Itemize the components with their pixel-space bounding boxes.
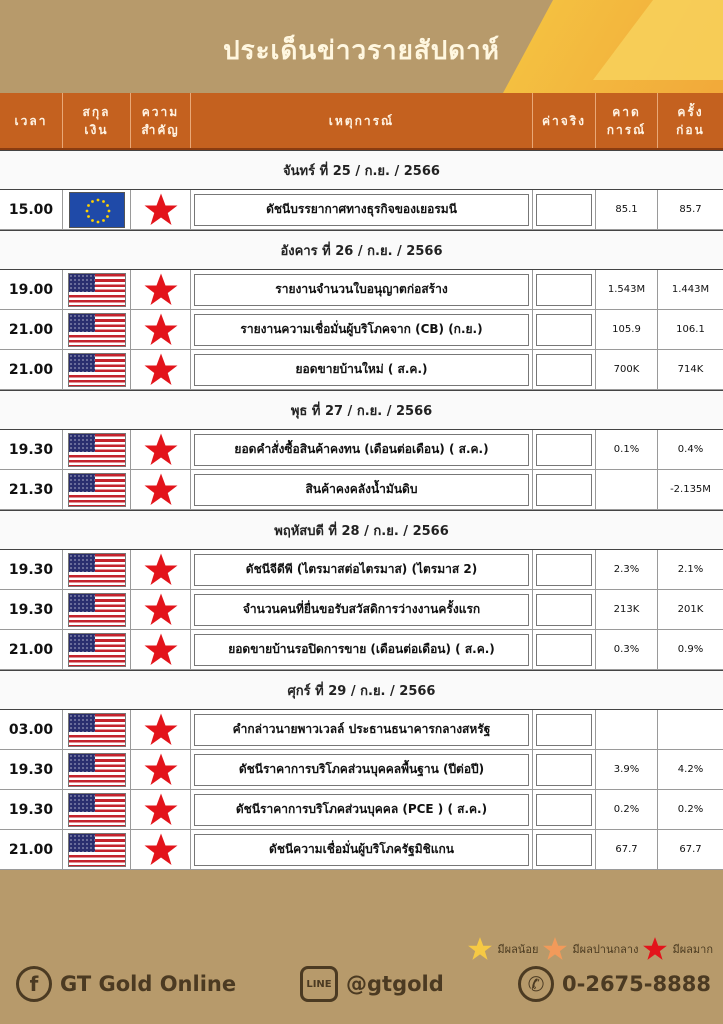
event-time: 21.00 <box>0 350 63 389</box>
actual-value-box <box>536 474 592 506</box>
us-flag-icon <box>68 273 126 307</box>
currency-flag <box>63 590 131 629</box>
table-header <box>0 93 723 150</box>
currency-flag <box>63 790 131 829</box>
event-cell <box>191 310 533 349</box>
actual-value <box>533 310 596 349</box>
us-flag-icon <box>68 473 126 507</box>
forecast-value: 0.1% <box>596 430 658 469</box>
currency-flag <box>63 350 131 389</box>
importance-star <box>131 630 191 669</box>
event-name: ดัชนีจีดีพี (ไตรมาสต่อไตรมาส) (ไตรมาส 2) <box>194 554 529 586</box>
forecast-value: 2.3% <box>596 550 658 589</box>
event-cell <box>191 350 533 389</box>
currency-flag <box>63 270 131 309</box>
event-name: สินค้าคงคลังน้ำมันดิบ <box>194 474 529 506</box>
event-cell <box>191 430 533 469</box>
previous-value: 0.2% <box>677 804 704 815</box>
legend-high-label: มีผลมาก <box>672 943 713 956</box>
actual-value-box <box>536 794 592 826</box>
actual-value <box>533 750 596 789</box>
forecast-value: 213K <box>596 590 658 629</box>
actual-value <box>533 630 596 669</box>
importance-star <box>131 790 191 829</box>
event-name: รายงานจำนวนใบอนุญาตก่อสร้าง <box>194 274 529 306</box>
table-row <box>0 830 723 870</box>
event-time: 03.00 <box>0 710 63 749</box>
eu-flag-icon <box>69 192 125 228</box>
phone-icon: ✆ <box>518 966 554 1002</box>
currency-flag <box>63 750 131 789</box>
table-body <box>0 150 723 870</box>
column-header-currency: สกุล เงิน <box>63 93 131 148</box>
importance-star <box>131 590 191 629</box>
us-flag-icon <box>68 753 126 787</box>
actual-value-box <box>536 354 592 386</box>
forecast-value: 105.9 <box>596 310 658 349</box>
forecast-value: 700K <box>596 350 658 389</box>
star-medium-icon <box>542 936 568 962</box>
event-name: ดัชนีความเชื่อมั่นผู้บริโภครัฐมิชิแกน <box>194 834 529 866</box>
event-time: 15.00 <box>0 190 63 229</box>
header-banner <box>0 0 723 93</box>
forecast-value: 0.2% <box>596 790 658 829</box>
event-cell <box>191 630 533 669</box>
us-flag-icon <box>68 433 126 467</box>
actual-value-box <box>536 274 592 306</box>
table-row <box>0 190 723 230</box>
phone-contact[interactable] <box>518 966 711 1002</box>
previous-value: 1.443M <box>671 284 710 295</box>
actual-value <box>533 590 596 629</box>
facebook-name: GT Gold Online <box>60 972 237 996</box>
table-row <box>0 750 723 790</box>
previous-value: 0.4% <box>677 444 704 455</box>
event-time: 21.30 <box>0 470 63 509</box>
star-high-icon <box>642 936 668 962</box>
phone-number: 0-2675-8888 <box>562 972 711 996</box>
day-header: พุธ ที่ 27 / ก.ย. / 2566 <box>0 390 723 430</box>
facebook-icon: f <box>16 966 52 1002</box>
forecast-value <box>596 470 658 509</box>
previous-value: 714K <box>677 364 704 375</box>
day-header: อังคาร ที่ 26 / ก.ย. / 2566 <box>0 230 723 270</box>
actual-value <box>533 350 596 389</box>
event-name: ดัชนีบรรยากาศทางธุรกิจของเยอรมนี <box>194 194 529 226</box>
event-time: 19.30 <box>0 550 63 589</box>
importance-star <box>131 470 191 509</box>
column-header-time: เวลา <box>0 93 63 148</box>
previous-value: 4.2% <box>677 764 704 775</box>
event-name: คำกล่าวนายพาวเวลล์ ประธานธนาคารกลางสหรัฐ <box>194 714 529 746</box>
day-header: พฤหัสบดี ที่ 28 / ก.ย. / 2566 <box>0 510 723 550</box>
actual-value-box <box>536 834 592 866</box>
currency-flag <box>63 430 131 469</box>
currency-flag <box>63 710 131 749</box>
previous-value: 67.7 <box>679 844 702 855</box>
event-time: 19.30 <box>0 430 63 469</box>
table-row <box>0 350 723 390</box>
column-header-event: เหตุการณ์ <box>191 93 533 148</box>
star-low-icon <box>467 936 493 962</box>
actual-value <box>533 190 596 229</box>
event-name: ดัชนีราคาการบริโภคส่วนบุคคลพื้นฐาน (ปีต่อปี) <box>194 754 529 786</box>
event-cell <box>191 270 533 309</box>
currency-flag <box>63 310 131 349</box>
day-header: จันทร์ ที่ 25 / ก.ย. / 2566 <box>0 150 723 190</box>
importance-legend <box>467 936 713 962</box>
table-row <box>0 470 723 510</box>
event-name: ยอดขายบ้านใหม่ ( ส.ค.) <box>194 354 529 386</box>
importance-star <box>131 830 191 869</box>
event-name: ยอดขายบ้านรอปิดการขาย (เดือนต่อเดือน) ( ส.ค.) <box>194 634 529 666</box>
currency-flag <box>63 830 131 869</box>
event-name: รายงานความเชื่อมั่นผู้บริโภคจาก (CB) (ก.ย.) <box>194 314 529 346</box>
actual-value-box <box>536 634 592 666</box>
column-header-importance: ความ สำคัญ <box>131 93 191 148</box>
actual-value <box>533 710 596 749</box>
us-flag-icon <box>68 553 126 587</box>
event-cell <box>191 710 533 749</box>
event-time: 19.00 <box>0 270 63 309</box>
table-row <box>0 630 723 670</box>
table-row <box>0 710 723 750</box>
day-header: ศุกร์ ที่ 29 / ก.ย. / 2566 <box>0 670 723 710</box>
actual-value-box <box>536 194 592 226</box>
us-flag-icon <box>68 593 126 627</box>
legend-low-label: มีผลน้อย <box>497 943 539 956</box>
actual-value <box>533 550 596 589</box>
actual-value-box <box>536 314 592 346</box>
actual-value-box <box>536 554 592 586</box>
importance-star <box>131 310 191 349</box>
actual-value <box>533 470 596 509</box>
column-header-previous: ครั้ง ก่อน <box>676 104 705 137</box>
table-row <box>0 310 723 350</box>
event-name: จำนวนคนที่ยื่นขอรับสวัสดิการว่างงานครั้งแรก <box>194 594 529 626</box>
page-title: ประเด็นข่าวรายสัปดาห์ <box>223 36 500 66</box>
forecast-value: 67.7 <box>596 830 658 869</box>
table-row <box>0 790 723 830</box>
us-flag-icon <box>68 793 126 827</box>
table-row <box>0 590 723 630</box>
event-time: 21.00 <box>0 830 63 869</box>
event-cell <box>191 190 533 229</box>
currency-flag <box>63 550 131 589</box>
previous-value: 0.9% <box>677 644 704 655</box>
actual-value-box <box>536 754 592 786</box>
us-flag-icon <box>68 713 126 747</box>
forecast-value: 1.543M <box>596 270 658 309</box>
importance-star <box>131 350 191 389</box>
event-cell <box>191 590 533 629</box>
table-row <box>0 270 723 310</box>
importance-star <box>131 750 191 789</box>
us-flag-icon <box>68 833 126 867</box>
currency-flag <box>63 470 131 509</box>
us-flag-icon <box>68 353 126 387</box>
events-table <box>0 93 723 870</box>
event-time: 19.30 <box>0 790 63 829</box>
previous-value: -2.135M <box>670 484 711 495</box>
previous-value: 106.1 <box>676 324 705 335</box>
forecast-value <box>596 710 658 749</box>
actual-value <box>533 270 596 309</box>
us-flag-icon <box>68 313 126 347</box>
forecast-value: 85.1 <box>596 190 658 229</box>
event-cell <box>191 790 533 829</box>
actual-value <box>533 830 596 869</box>
actual-value <box>533 430 596 469</box>
column-header-actual: ค่าจริง <box>533 93 596 148</box>
currency-flag <box>63 630 131 669</box>
event-name: ดัชนีราคาการบริโภคส่วนบุคคล (PCE ) ( ส.ค.) <box>194 794 529 826</box>
actual-value-box <box>536 714 592 746</box>
event-name: ยอดคำสั่งซื้อสินค้าคงทน (เดือนต่อเดือน) ( ส.ค.) <box>194 434 529 466</box>
line-contact[interactable] <box>300 966 444 1002</box>
line-icon: LINE <box>300 966 338 1002</box>
previous-value: 2.1% <box>677 564 704 575</box>
importance-star <box>131 190 191 229</box>
currency-flag <box>63 190 131 229</box>
facebook-contact[interactable] <box>16 966 236 1002</box>
column-header-forecast: คาด การณ์ <box>596 93 658 148</box>
actual-value <box>533 790 596 829</box>
event-time: 19.30 <box>0 590 63 629</box>
event-time: 19.30 <box>0 750 63 789</box>
forecast-value: 0.3% <box>596 630 658 669</box>
line-id: @gtgold <box>346 972 444 996</box>
importance-star <box>131 550 191 589</box>
footer <box>0 873 723 1024</box>
previous-value: 85.7 <box>679 204 702 215</box>
us-flag-icon <box>68 633 126 667</box>
event-cell <box>191 750 533 789</box>
previous-value: 201K <box>677 604 704 615</box>
importance-star <box>131 430 191 469</box>
actual-value-box <box>536 594 592 626</box>
event-cell <box>191 830 533 869</box>
table-row <box>0 430 723 470</box>
importance-star <box>131 270 191 309</box>
event-time: 21.00 <box>0 310 63 349</box>
previous-value <box>658 710 723 749</box>
event-cell <box>191 550 533 589</box>
event-cell <box>191 470 533 509</box>
importance-star <box>131 710 191 749</box>
forecast-value: 3.9% <box>596 750 658 789</box>
event-time: 21.00 <box>0 630 63 669</box>
table-row <box>0 550 723 590</box>
actual-value-box <box>536 434 592 466</box>
legend-medium-label: มีผลปานกลาง <box>572 943 639 956</box>
